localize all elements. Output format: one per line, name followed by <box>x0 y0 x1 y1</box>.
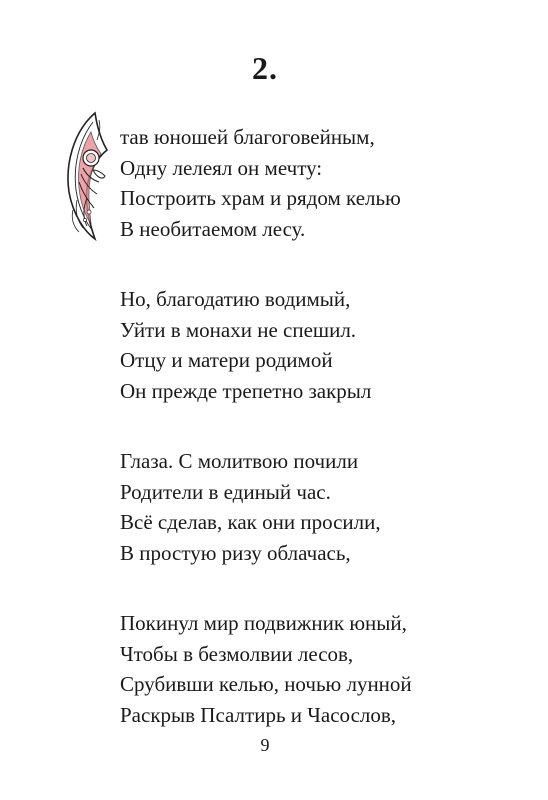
poem-line: Одну лелеял он мечту: <box>120 155 323 180</box>
poem-line: Срубивши келью, ночью лунной <box>120 672 412 696</box>
chapter-number: 2. <box>252 50 278 86</box>
poem-line: Чтобы в безмолвии лесов, <box>120 641 354 666</box>
stanza-2 <box>120 284 530 406</box>
poem-line: Уйти в монахи не спешил. <box>120 317 357 342</box>
poem-line: В необитаемом лесу. <box>120 216 306 241</box>
poem-line: Покинул мир подвижник юный, <box>120 611 407 635</box>
stanza-4 <box>120 608 530 730</box>
poem-line: Но, благодатию водимый, <box>120 287 351 311</box>
poem-line: Он прежде трепетно закрыл <box>120 378 372 403</box>
poem-line: тав юношей благоговейным, <box>120 125 375 149</box>
poem-line: Отцу и матери родимой <box>120 348 333 372</box>
poem-line: В простую ризу облачась, <box>120 540 351 565</box>
ornate-angel-initial-icon <box>63 110 113 242</box>
dropcap-initial <box>63 110 113 242</box>
poem-line: Родители в единый час. <box>120 479 331 504</box>
stanza-1 <box>120 122 530 244</box>
poem <box>120 122 530 770</box>
poem-line: Раскрыв Псалтирь и Часослов, <box>120 702 397 727</box>
page-number: 9 <box>260 735 270 755</box>
poem-line: Всё сделав, как они просили, <box>120 510 381 534</box>
poem-line: Построить храм и рядом келью <box>120 186 401 210</box>
poem-line: Глаза. С молитвою почили <box>120 449 359 473</box>
stanza-3 <box>120 446 530 568</box>
